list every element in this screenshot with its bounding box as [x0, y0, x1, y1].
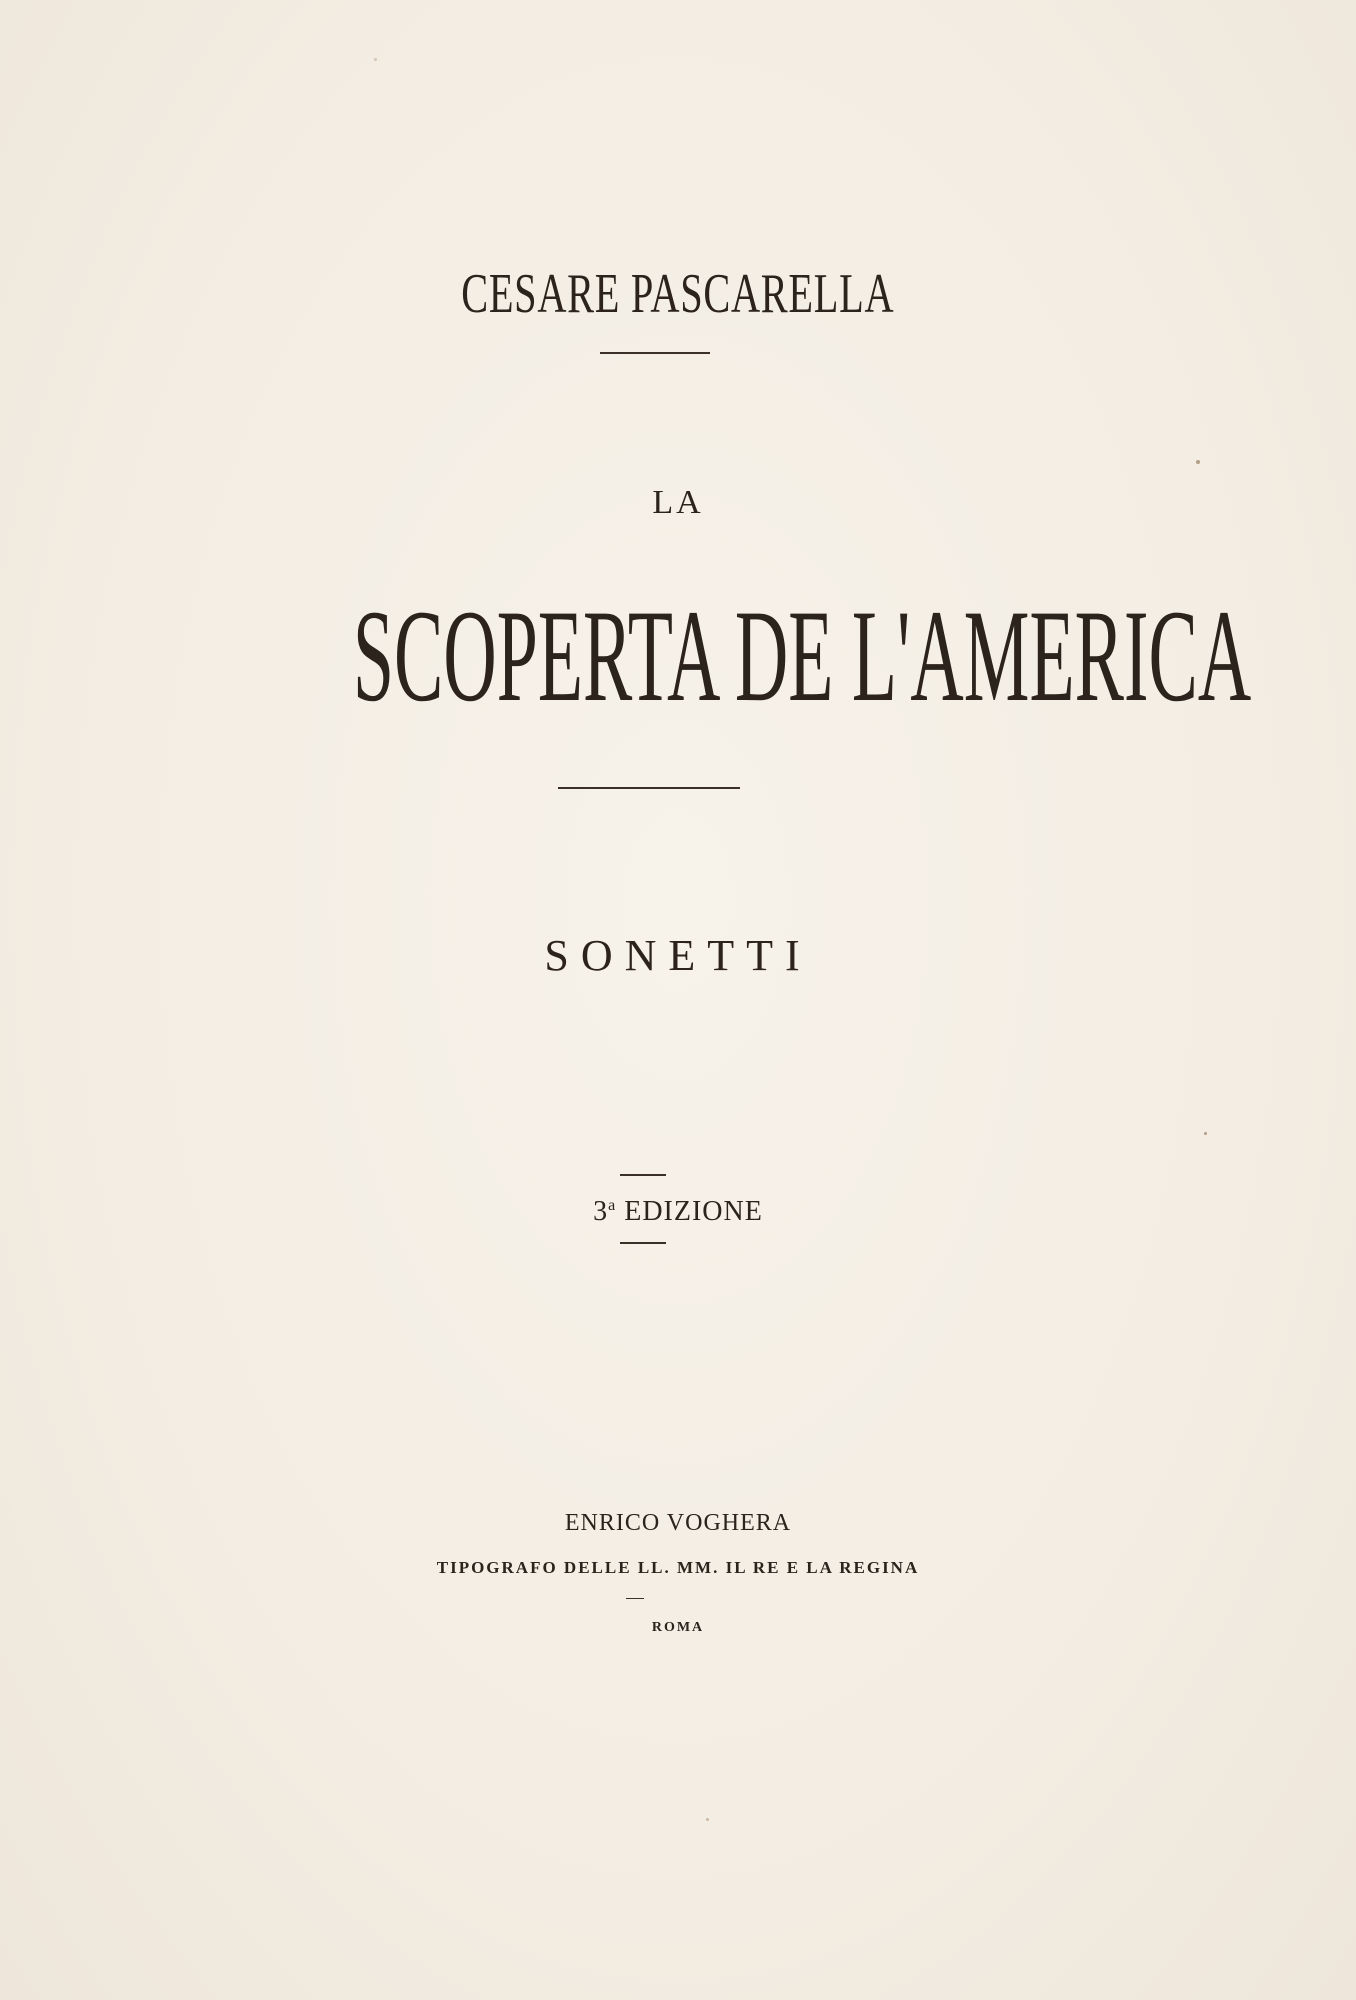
paper-speck	[706, 1818, 709, 1821]
title-article: LA	[652, 484, 704, 521]
author-name: CESARE PASCARELLA	[461, 263, 895, 325]
paper-speck	[374, 58, 377, 61]
publisher-subtitle: TIPOGRAFO DELLE LL. MM. IL RE E LA REGINA	[436, 1558, 920, 1577]
divider-rule	[600, 352, 710, 354]
divider-rule	[626, 1598, 644, 1599]
publisher-name: ENRICO VOGHERA	[564, 1510, 792, 1536]
divider-rule	[558, 787, 740, 789]
edition-number: 3	[593, 1196, 609, 1227]
paper-speck	[1204, 1132, 1207, 1135]
edition-word: EDIZIONE	[624, 1196, 763, 1227]
publication-city: ROMA	[651, 1620, 705, 1635]
edition-superscript: a	[608, 1197, 617, 1214]
paper-speck	[1196, 460, 1200, 464]
divider-rule	[620, 1242, 666, 1244]
edition-label	[0, 1196, 1356, 1228]
book-subtitle: SONETTI	[544, 931, 812, 980]
book-title: SCOPERTA DE L'AMERICA	[352, 582, 1252, 729]
divider-rule	[620, 1174, 666, 1176]
